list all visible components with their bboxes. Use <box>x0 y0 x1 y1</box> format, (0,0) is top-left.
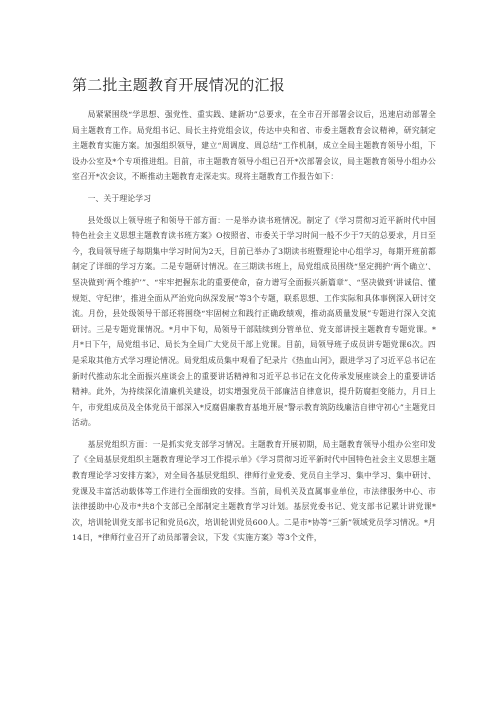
document-title: 第二批主题教育开展情况的汇报 <box>72 76 285 94</box>
leadership-study-paragraph: 县处级以上领导班子和领导干部方面：一是举办读书班情况。制定了《学习贯彻习近平新时代中国特色社会主义思想主题教育读书班方案》O按照省、市委关于学习时间一般不少于7天的总要求，月日至今，我局领导班子每期集中学习时间为2天，目前已举办了3期读书班暨理论中心组学习，每期开班前都制定了详细的学习方案。二是专题研讨情况。在三期读书班上，局党组成员围绕“坚定拥护‘两个确立’、坚决做到‘两个维护’”、“牢牢把握东北的重要使命，奋力谱写全面振兴新篇章”、“坚决做到‘讲诚信、懂规矩、守纪律’，推进全面从严治党向纵深发展”等3个专题，联系思想、工作实际和具体事例深入研讨交流。月份，县处级领导干部还将围绕“牢固树立和践行正确政绩观，推动高质量发展”专题进行深入交流研讨。三是专题党课情况。*月中下旬，局领导干部陆续到分管单位、党支部讲授主题教育专题党课。*月*日下午，局党组书记、局长为全局广大党员干部上党课。目前，局领导班子成员讲专题党课6次。四是采取其他方式学习理论情况。局党组成员集中观看了纪录片《热血山河》，跟进学习了习近平总书记在新时代推动东北全面振兴座谈会上的重要讲话精神和习近平总书记在文化传承发展座谈会上的重要讲话精神。此外，为持续深化清廉机关建设，切实增强党员干部廉洁自律意识，提升防腐拒变能力，月日上午，市党组成员及全体党员干部深入*反腐倡廉教育基地开展“警示教育筑防线廉洁自律守初心”主题党日活动。 <box>72 215 436 428</box>
intro-paragraph: 局紧紧围绕“学思想、强党性、重实践、建新功”总要求，在全市召开部署会议后，迅速启动部署全局主题教育工作。局党组书记、局长主持党组会议，传达中央和省、市委主题教育会议精神，研究制定主题教育实施方案。加强组织领导，建立“周调度、周总结”工作机制，成立全局主题教育领导小组，下设办公室及*个专项推进组。目前，市主题教育领导小组已召开*次部署会议，局主题教育领导小组办公室召开*次会议，不断推动主题教育走深走实。现将主题教育工作报告如下： <box>72 110 436 182</box>
section-heading-theory-study: 一、关于理论学习 <box>87 193 152 203</box>
grassroots-study-paragraph: 基层党组织方面：一是抓实党支部学习情况。主题教育开展初期，局主题教育领导小组办公室印发了《全局基层党组织主题教育理论学习工作提示单》《学习贯彻习近平新时代中国特色社会主义思想主题教育理论学习安排方案》，对全局各基层党组织、律师行业党委、党员自主学习、集中学习、集中研讨、党课及丰富活动载体等工作进行全面细致的安排。当前，局机关及直属事业单位，市法律服务中心、市法律援助中心及市*共8个支部已全部制定主题教育学习计划。基层党委书记、党支部书记累计讲党课*次，培训轮训党支部书记和党员6次，培训轮训党员600人。二是市*协等“三新”领域党员学习情况。*月14日，*律师行业召开了动员部署会议，下发《实施方案》等3个文件， <box>72 439 436 543</box>
